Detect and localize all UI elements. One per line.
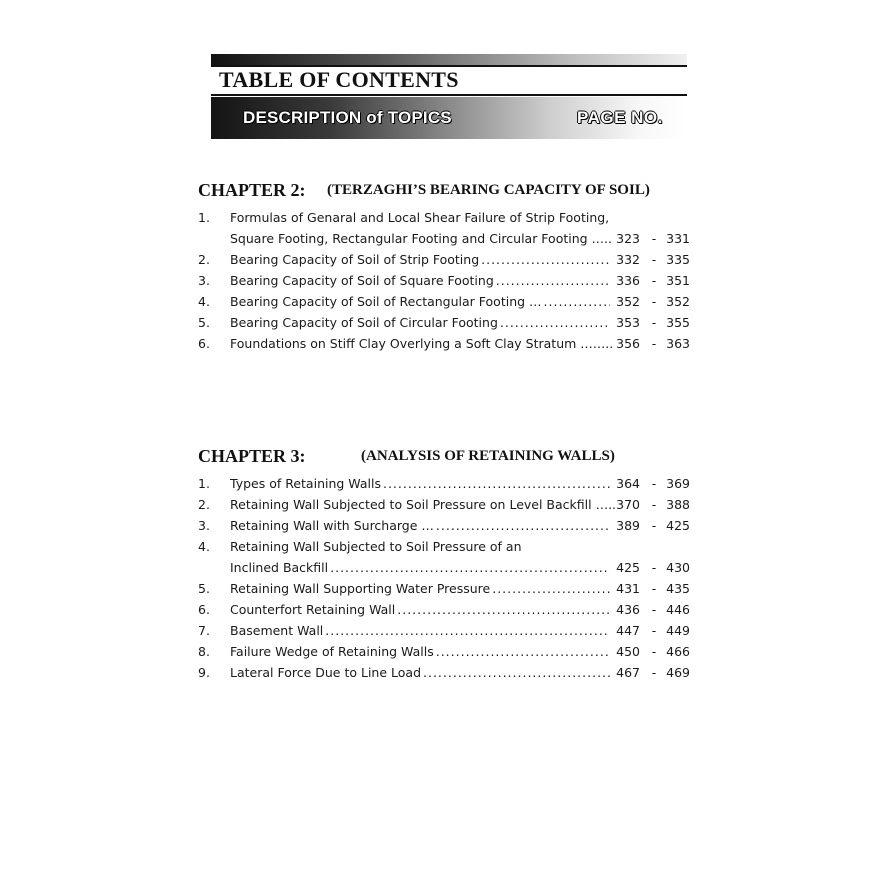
entry-number: 9. [198, 665, 210, 680]
entry-number: 6. [198, 602, 210, 617]
entry-page-separator: - [651, 336, 657, 351]
entry-page-start: 467 [616, 665, 640, 680]
entry-number: 2. [198, 252, 210, 267]
dot-leader [436, 518, 610, 533]
entry-title: Bearing Capacity of Soil of Square Footing [230, 273, 494, 288]
dot-leader [500, 315, 610, 330]
toc-entry[interactable] [198, 210, 690, 252]
entry-page-end: 351 [666, 273, 690, 288]
dot-leader [496, 273, 610, 288]
dot-leader [383, 476, 610, 491]
entry-title-with-leader [230, 581, 610, 596]
entry-number: 1. [198, 210, 210, 225]
entry-page-start: 425 [616, 560, 640, 575]
entry-title: Failure Wedge of Retaining Walls [230, 644, 434, 659]
entry-page-start: 353 [616, 315, 640, 330]
entry-number: 5. [198, 315, 210, 330]
entry-page-end: 469 [666, 665, 690, 680]
toc-entry[interactable] [198, 581, 690, 602]
entry-title-with-leader [230, 294, 610, 309]
entry-title: Foundations on Stiff Clay Overlying a Soft Clay Stratum …….. [230, 336, 614, 351]
entry-page-end: 369 [666, 476, 690, 491]
entry-title-line2: Inclined Backfill [230, 560, 329, 575]
entry-title-with-leader [230, 644, 610, 659]
entry-page-end: 363 [666, 336, 690, 351]
toc-entry[interactable] [198, 644, 690, 665]
toc-entry[interactable] [198, 273, 690, 294]
entry-page-separator: - [651, 518, 657, 533]
chapter-label: CHAPTER 3: [198, 446, 306, 466]
entry-page-start: 323 [616, 231, 640, 246]
entry-page-separator: - [651, 252, 657, 267]
entry-page-separator: - [651, 231, 657, 246]
toc-entry[interactable] [198, 315, 690, 336]
entry-page-end: 388 [666, 497, 690, 512]
dot-leader [492, 581, 610, 596]
entry-title-with-leader [230, 476, 610, 491]
dot-leader [544, 294, 610, 309]
dot-leader [481, 252, 610, 267]
entry-page-start: 450 [616, 644, 640, 659]
entry-title-with-leader [230, 273, 610, 288]
entry-title: Bearing Capacity of Soil of Rectangular Footing … [230, 294, 542, 309]
entry-page-end: 355 [666, 315, 690, 330]
entry-title: Retaining Wall Supporting Water Pressure [230, 581, 491, 596]
entry-page-separator: - [651, 644, 657, 659]
entry-number: 4. [198, 294, 210, 309]
entry-page-separator: - [651, 623, 657, 638]
entry-page-separator: - [651, 294, 657, 309]
entry-page-start: 352 [616, 294, 640, 309]
toc-entry[interactable] [198, 539, 690, 581]
chapter-title: (ANALYSIS OF RETAINING WALLS) [361, 448, 615, 464]
toc-entry[interactable] [198, 336, 690, 357]
page-number-column-label: PAGE NO. [577, 108, 663, 127]
entry-page-start: 364 [616, 476, 640, 491]
entry-title: Lateral Force Due to Line Load [230, 665, 421, 680]
entry-title: Bearing Capacity of Soil of Circular Footing [230, 315, 498, 330]
page-title: TABLE OF CONTENTS [219, 67, 459, 92]
entry-page-start: 389 [616, 518, 640, 533]
entry-number: 6. [198, 336, 210, 351]
entry-title: Bearing Capacity of Soil of Strip Footing [230, 252, 480, 267]
dot-leader [325, 623, 610, 638]
entry-title-with-leader [230, 252, 610, 267]
entry-number: 8. [198, 644, 210, 659]
entry-page-start: 356 [616, 336, 640, 351]
entry-page-start: 431 [616, 581, 640, 596]
entry-number: 5. [198, 581, 210, 596]
toc-entry[interactable] [198, 665, 690, 686]
entry-title-with-leader [230, 665, 610, 680]
description-column-label: DESCRIPTION of TOPICS [243, 108, 452, 127]
entry-page-end: 352 [666, 294, 690, 309]
entry-page-start: 370 [616, 497, 640, 512]
chapter-heading [198, 446, 690, 470]
toc-entry[interactable] [198, 476, 690, 497]
entry-number: 7. [198, 623, 210, 638]
entry-title-line2: Square Footing, Rectangular Footing and Circular Footing ….. [230, 231, 613, 246]
entry-page-end: 435 [666, 581, 690, 596]
entry-page-end: 446 [666, 602, 690, 617]
entry-number: 3. [198, 273, 210, 288]
entry-page-separator: - [651, 581, 657, 596]
entry-page-start: 447 [616, 623, 640, 638]
entry-page-start: 332 [616, 252, 640, 267]
toc-entry[interactable] [198, 518, 690, 539]
chapter-title: (TERZAGHI’S BEARING CAPACITY OF SOIL) [327, 182, 650, 198]
entry-number: 3. [198, 518, 210, 533]
entry-title: Types of Retaining Walls [230, 476, 381, 491]
entry-page-separator: - [651, 560, 657, 575]
dot-leader [397, 602, 610, 617]
entry-title: Retaining Wall with Surcharge … [230, 518, 434, 533]
entry-number: 1. [198, 476, 210, 491]
entry-page-end: 425 [666, 518, 690, 533]
entry-page-end: 335 [666, 252, 690, 267]
toc-entry[interactable] [198, 602, 690, 623]
entry-page-separator: - [651, 476, 657, 491]
chapter-heading [198, 180, 690, 204]
toc-entry[interactable] [198, 252, 690, 273]
entry-page-start: 336 [616, 273, 640, 288]
entry-page-start: 436 [616, 602, 640, 617]
entry-number: 4. [198, 539, 210, 554]
entry-page-end: 430 [666, 560, 690, 575]
chapter-entries-list [198, 476, 690, 686]
entry-page-separator: - [651, 665, 657, 680]
entry-title-with-leader [230, 560, 610, 575]
entry-page-separator: - [651, 273, 657, 288]
entry-page-separator: - [651, 497, 657, 512]
dot-leader [423, 665, 610, 680]
entry-title-with-leader [230, 623, 610, 638]
entry-title-with-leader [230, 602, 610, 617]
entry-title-with-leader [230, 518, 610, 533]
entry-title-line1: Formulas of Genaral and Local Shear Failure of Strip Footing, [230, 210, 610, 225]
entry-title-line1: Retaining Wall Subjected to Soil Pressure of an [230, 539, 522, 554]
entry-number: 2. [198, 497, 210, 512]
header-mid-rule [211, 94, 687, 96]
chapter-label: CHAPTER 2: [198, 180, 306, 200]
toc-entry[interactable] [198, 623, 690, 644]
entry-page-end: 449 [666, 623, 690, 638]
dot-leader [436, 644, 610, 659]
entry-page-separator: - [651, 602, 657, 617]
entry-title: Basement Wall [230, 623, 324, 638]
entry-title-with-leader [230, 315, 610, 330]
entry-title: Counterfort Retaining Wall [230, 602, 396, 617]
dot-leader [330, 560, 610, 575]
entry-page-end: 466 [666, 644, 690, 659]
entry-page-separator: - [651, 315, 657, 330]
toc-entry[interactable] [198, 294, 690, 315]
chapter-entries-list [198, 210, 690, 357]
toc-entry[interactable] [198, 497, 690, 518]
entry-page-end: 331 [666, 231, 690, 246]
entry-title: Retaining Wall Subjected to Soil Pressure on Level Backfill ….. [230, 497, 617, 512]
